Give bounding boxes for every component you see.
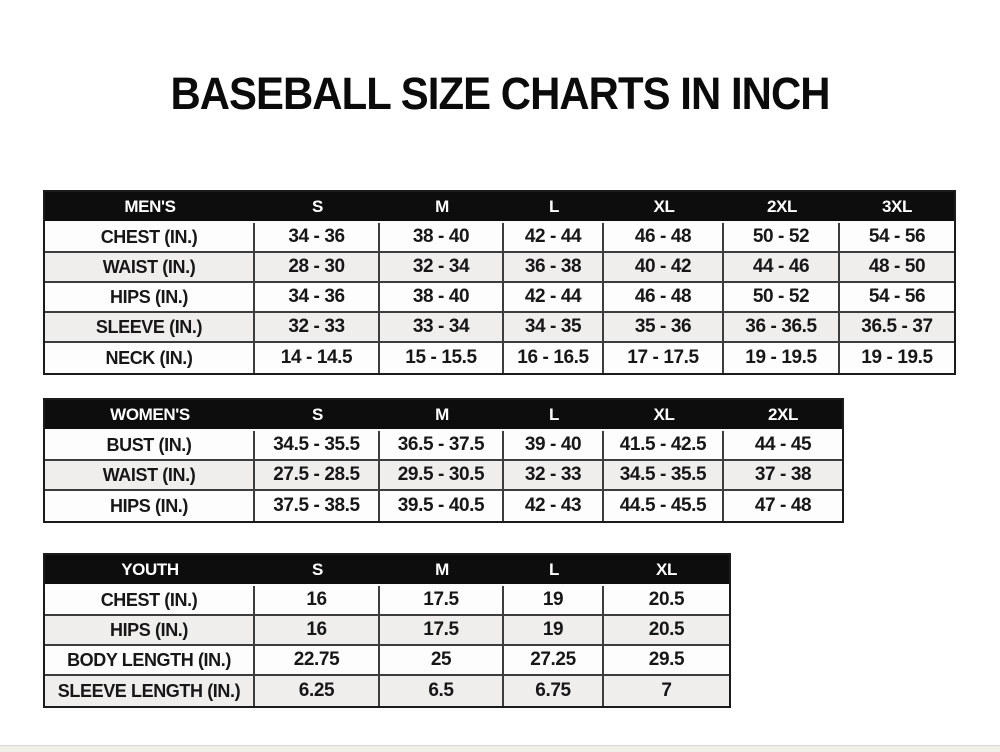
size-value-cell: 36 - 38	[504, 253, 604, 283]
size-value-cell: 27.5 - 28.5	[255, 461, 380, 491]
size-value-cell: 33 - 34	[380, 313, 504, 343]
page-bottom-edge	[0, 745, 1000, 752]
column-header: M	[380, 400, 504, 431]
size-value-cell: 6.75	[504, 676, 604, 706]
column-header: M	[380, 192, 504, 223]
size-value-cell: 14 - 14.5	[255, 343, 380, 373]
size-value-cell: 22.75	[255, 646, 380, 676]
row-label: WAIST (IN.)	[45, 461, 255, 491]
column-header: 2XL	[724, 192, 840, 223]
column-header: 3XL	[840, 192, 954, 223]
column-header: S	[255, 400, 380, 431]
size-value-cell: 34.5 - 35.5	[255, 431, 380, 461]
size-value-cell: 28 - 30	[255, 253, 380, 283]
column-header: 2XL	[724, 400, 842, 431]
size-value-cell: 35 - 36	[604, 313, 724, 343]
row-label: WAIST (IN.)	[45, 253, 255, 283]
size-value-cell: 19 - 19.5	[724, 343, 840, 373]
row-label: HIPS (IN.)	[45, 283, 255, 313]
column-header: L	[504, 400, 604, 431]
size-value-cell: 17 - 17.5	[604, 343, 724, 373]
size-value-cell: 39 - 40	[504, 431, 604, 461]
row-label: CHEST (IN.)	[45, 223, 255, 253]
row-label: CHEST (IN.)	[45, 586, 255, 616]
size-value-cell: 19 - 19.5	[840, 343, 954, 373]
size-value-cell: 40 - 42	[604, 253, 724, 283]
row-label: HIPS (IN.)	[45, 491, 255, 521]
table-title-header: MEN'S	[45, 192, 255, 223]
size-value-cell: 37 - 38	[724, 461, 842, 491]
size-value-cell: 36 - 36.5	[724, 313, 840, 343]
size-value-cell: 46 - 48	[604, 283, 724, 313]
size-value-cell: 32 - 33	[255, 313, 380, 343]
row-label: HIPS (IN.)	[45, 616, 255, 646]
size-value-cell: 34 - 36	[255, 223, 380, 253]
size-value-cell: 17.5	[380, 616, 504, 646]
row-label: SLEEVE LENGTH (IN.)	[45, 676, 255, 706]
size-value-cell: 39.5 - 40.5	[380, 491, 504, 521]
column-header: M	[380, 555, 504, 586]
column-header: L	[504, 192, 604, 223]
size-value-cell: 38 - 40	[380, 223, 504, 253]
youth-size-table	[43, 553, 731, 708]
size-value-cell: 48 - 50	[840, 253, 954, 283]
size-value-cell: 46 - 48	[604, 223, 724, 253]
size-value-cell: 25	[380, 646, 504, 676]
size-value-cell: 19	[504, 586, 604, 616]
size-value-cell: 16	[255, 616, 380, 646]
row-label: BUST (IN.)	[45, 431, 255, 461]
size-value-cell: 47 - 48	[724, 491, 842, 521]
size-value-cell: 27.25	[504, 646, 604, 676]
size-value-cell: 44 - 46	[724, 253, 840, 283]
column-header: S	[255, 555, 380, 586]
size-value-cell: 54 - 56	[840, 223, 954, 253]
size-value-cell: 50 - 52	[724, 223, 840, 253]
size-value-cell: 7	[604, 676, 729, 706]
size-value-cell: 29.5 - 30.5	[380, 461, 504, 491]
womens-size-table	[43, 398, 844, 523]
column-header: XL	[604, 555, 729, 586]
page-title: BASEBALL SIZE CHARTS IN INCH	[170, 68, 830, 119]
size-value-cell: 34.5 - 35.5	[604, 461, 724, 491]
size-value-cell: 17.5	[380, 586, 504, 616]
row-label: BODY LENGTH (IN.)	[45, 646, 255, 676]
size-value-cell: 6.5	[380, 676, 504, 706]
size-value-cell: 41.5 - 42.5	[604, 431, 724, 461]
size-value-cell: 16 - 16.5	[504, 343, 604, 373]
row-label: SLEEVE (IN.)	[45, 313, 255, 343]
size-value-cell: 20.5	[604, 616, 729, 646]
table-title-header: YOUTH	[45, 555, 255, 586]
column-header: XL	[604, 400, 724, 431]
size-value-cell: 29.5	[604, 646, 729, 676]
size-value-cell: 44.5 - 45.5	[604, 491, 724, 521]
mens-size-table	[43, 190, 956, 375]
size-value-cell: 32 - 33	[504, 461, 604, 491]
size-value-cell: 38 - 40	[380, 283, 504, 313]
size-value-cell: 42 - 43	[504, 491, 604, 521]
column-header: S	[255, 192, 380, 223]
size-value-cell: 20.5	[604, 586, 729, 616]
size-value-cell: 15 - 15.5	[380, 343, 504, 373]
size-value-cell: 19	[504, 616, 604, 646]
size-value-cell: 50 - 52	[724, 283, 840, 313]
size-value-cell: 44 - 45	[724, 431, 842, 461]
size-value-cell: 42 - 44	[504, 223, 604, 253]
size-value-cell: 6.25	[255, 676, 380, 706]
row-label: NECK (IN.)	[45, 343, 255, 373]
size-value-cell: 36.5 - 37	[840, 313, 954, 343]
size-value-cell: 37.5 - 38.5	[255, 491, 380, 521]
size-value-cell: 16	[255, 586, 380, 616]
size-value-cell: 42 - 44	[504, 283, 604, 313]
size-value-cell: 34 - 35	[504, 313, 604, 343]
column-header: L	[504, 555, 604, 586]
size-value-cell: 54 - 56	[840, 283, 954, 313]
column-header: XL	[604, 192, 724, 223]
size-value-cell: 32 - 34	[380, 253, 504, 283]
table-title-header: WOMEN'S	[45, 400, 255, 431]
size-value-cell: 34 - 36	[255, 283, 380, 313]
size-value-cell: 36.5 - 37.5	[380, 431, 504, 461]
